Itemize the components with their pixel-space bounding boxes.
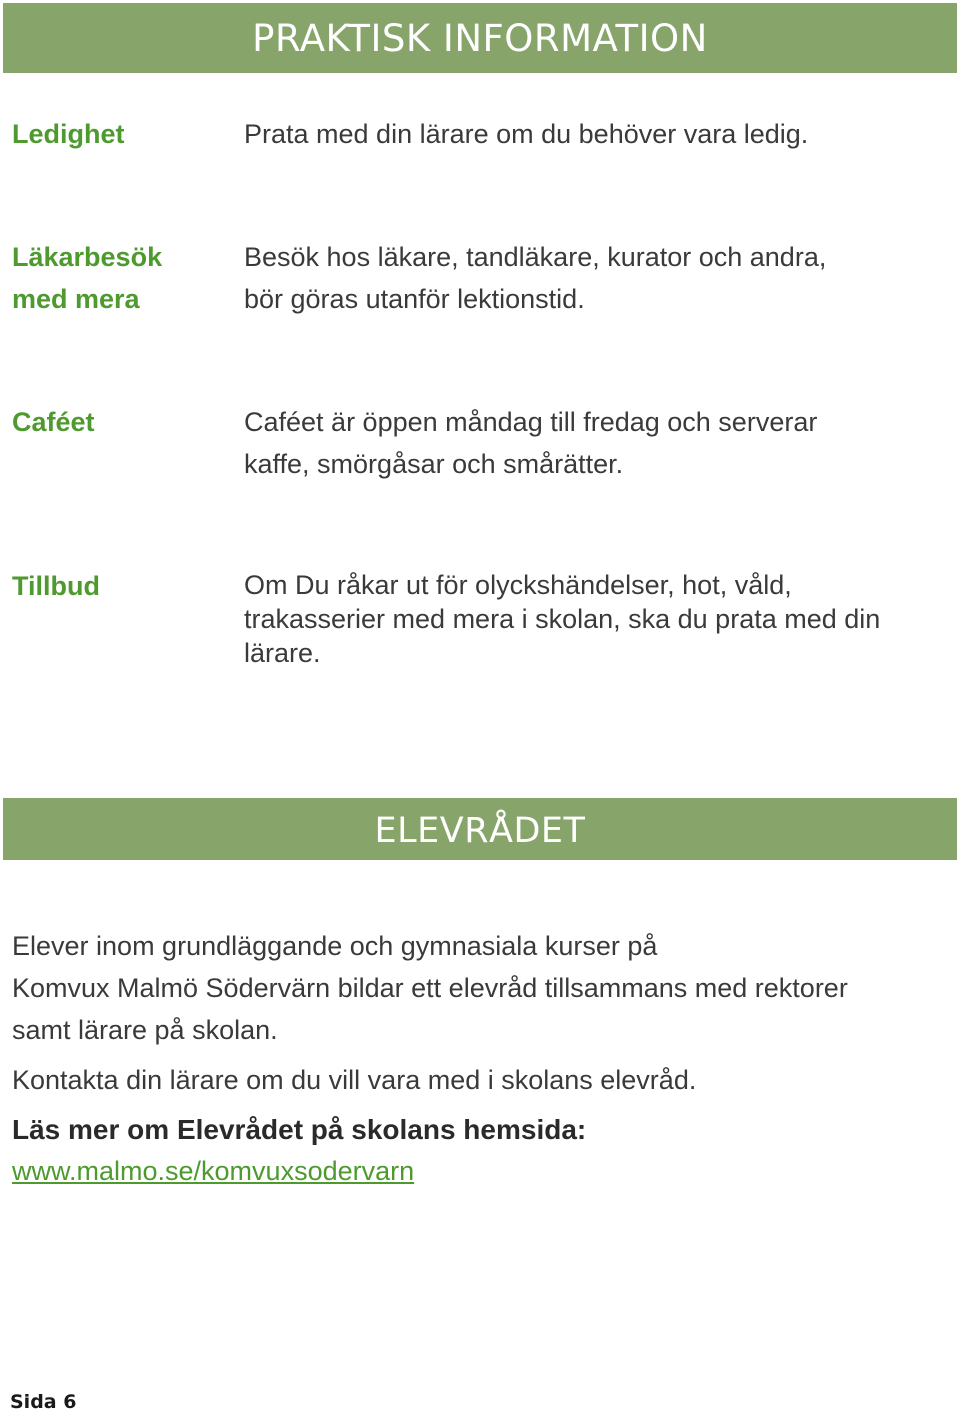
info-text-line: trakasserier med mera i skolan, ska du prata med din: [244, 604, 881, 634]
info-label-incidents: Tillbud: [12, 571, 100, 601]
info-text-line: Om Du råkar ut för olyckshändelser, hot, våld,: [244, 570, 792, 600]
practical-info-title: PRAKTISK INFORMATION: [3, 3, 957, 73]
info-text-leave: Prata med din lärare om du behöver vara ledig.: [244, 119, 809, 149]
info-text-doctor-visits: [244, 236, 944, 320]
council-text-line: samt lärare på skolan.: [12, 1015, 278, 1045]
info-text-line: lärare.: [244, 638, 321, 668]
info-label-line: Läkarbesök: [12, 242, 163, 272]
council-paragraph-contact: Kontakta din lärare om du vill vara med i skolans elevråd.: [12, 1065, 697, 1095]
info-text-line: kaffe, smörgåsar och smårätter.: [244, 449, 624, 479]
council-text-line: Komvux Malmö Södervärn bildar ett elevråd tillsammans med rektorer: [12, 973, 848, 1003]
council-text-line: Elever inom grundläggande och gymnasiala kurser på: [12, 931, 658, 961]
school-website-link[interactable]: www.malmo.se/komvuxsodervarn: [12, 1156, 415, 1186]
council-paragraph-intro: [12, 925, 948, 1051]
info-label-cafe: Caféet: [12, 407, 95, 437]
council-read-more-heading: Läs mer om Elevrådet på skolans hemsida:: [12, 1114, 587, 1145]
info-label-line: med mera: [12, 284, 140, 314]
info-text-line: Besök hos läkare, tandläkare, kurator och andra,: [244, 242, 827, 272]
page-number: Sida 6: [10, 1391, 77, 1413]
info-text-incidents: [244, 568, 944, 670]
student-council-title: ELEVRÅDET: [3, 798, 957, 860]
info-text-cafe: [244, 401, 944, 485]
info-label-doctor-visits: [12, 236, 232, 320]
info-text-line: Caféet är öppen måndag till fredag och serverar: [244, 407, 818, 437]
info-text-line: bör göras utanför lektionstid.: [244, 284, 585, 314]
info-label-leave: Ledighet: [12, 119, 125, 149]
